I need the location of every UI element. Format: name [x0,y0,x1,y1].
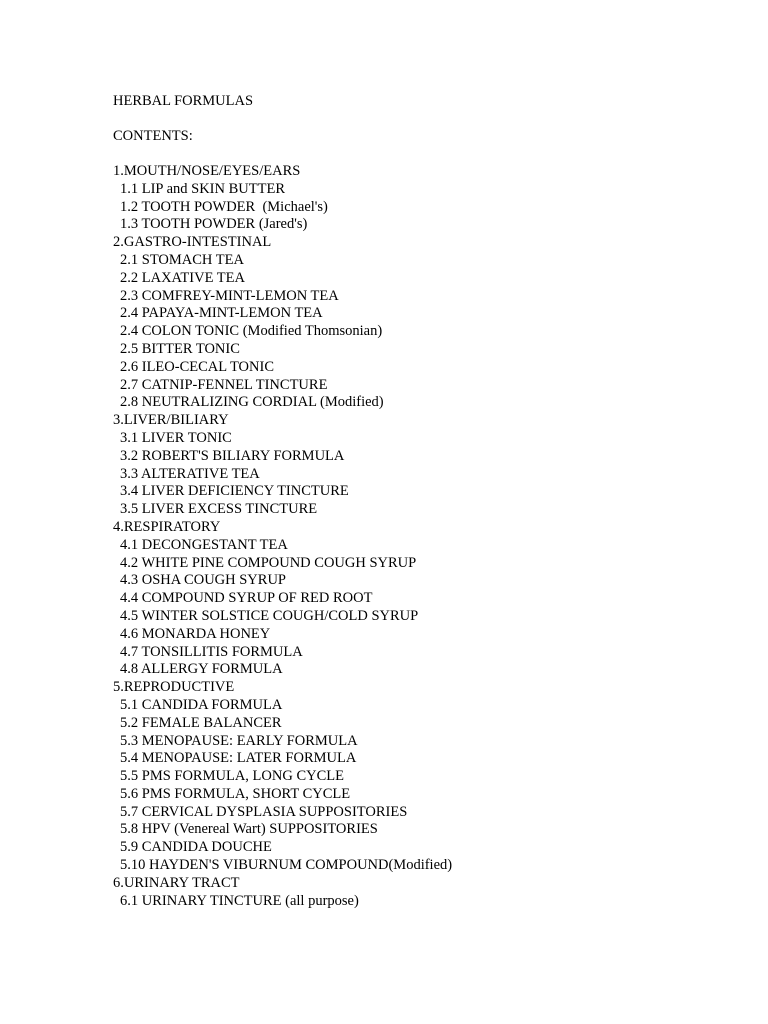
toc-entry: 2.2 LAXATIVE TEA [120,269,245,286]
toc-entry: 5.1 CANDIDA FORMULA [120,696,283,713]
toc-entry: 2.1 STOMACH TEA [120,251,244,268]
toc-entry: 2.7 CATNIP-FENNEL TINCTURE [120,376,328,393]
toc-entry: 5.3 MENOPAUSE: EARLY FORMULA [120,732,358,749]
toc-entry: 3.3 ALTERATIVE TEA [120,465,260,482]
toc-entry: 2.3 COMFREY-MINT-LEMON TEA [120,287,339,304]
toc-entry: 4.5 WINTER SOLSTICE COUGH/COLD SYRUP [120,607,419,624]
table-of-contents [113,163,452,910]
toc-entry: 5.8 HPV (Venereal Wart) SUPPOSITORIES [120,821,378,838]
toc-section: 2.GASTRO-INTESTINAL [113,234,272,251]
toc-entry: 6.1 URINARY TINCTURE (all purpose) [120,892,359,909]
toc-entry: 5.9 CANDIDA DOUCHE [120,839,272,856]
toc-entry: 5.2 FEMALE BALANCER [120,714,282,731]
toc-entry: 5.5 PMS FORMULA, LONG CYCLE [120,768,344,785]
toc-entry: 3.5 LIVER EXCESS TINCTURE [120,501,318,518]
toc-entry: 4.2 WHITE PINE COMPOUND COUGH SYRUP [120,554,417,571]
toc-entry: 4.1 DECONGESTANT TEA [120,536,288,553]
toc-entry: 4.3 OSHA COUGH SYRUP [120,572,286,589]
toc-entry: 3.2 ROBERT'S BILIARY FORMULA [120,447,345,464]
toc-entry: 3.1 LIVER TONIC [120,429,232,446]
toc-section: 6.URINARY TRACT [113,874,240,891]
toc-section: 3.LIVER/BILIARY [113,412,229,429]
toc-section: 1.MOUTH/NOSE/EYES/EARS [113,163,301,179]
toc-entry: 3.4 LIVER DEFICIENCY TINCTURE [120,483,349,500]
toc-entry: 5.10 HAYDEN'S VIBURNUM COMPOUND(Modified) [120,857,453,874]
toc-section: 5.REPRODUCTIVE [113,679,235,696]
toc-entry: 4.6 MONARDA HONEY [120,625,271,642]
toc-section: 4.RESPIRATORY [113,518,221,535]
toc-entry: 2.4 PAPAYA-MINT-LEMON TEA [120,305,323,322]
toc-entry: 4.4 COMPOUND SYRUP OF RED ROOT [120,590,373,607]
document-title: HERBAL FORMULAS [113,93,254,109]
toc-entry: 1.2 TOOTH POWDER (Michael's) [120,198,328,215]
toc-entry: 2.5 BITTER TONIC [120,340,240,357]
toc-entry: 2.8 NEUTRALIZING CORDIAL (Modified) [120,394,384,411]
toc-entry: 5.4 MENOPAUSE: LATER FORMULA [120,750,357,767]
toc-entry: 5.7 CERVICAL DYSPLASIA SUPPOSITORIES [120,803,408,820]
toc-entry: 1.1 LIP and SKIN BUTTER [120,180,285,197]
contents-heading: CONTENTS: [113,128,193,144]
toc-entry: 1.3 TOOTH POWDER (Jared's) [120,216,308,233]
toc-entry: 4.8 ALLERGY FORMULA [120,661,283,678]
toc-entry: 2.6 ILEO-CECAL TONIC [120,358,274,375]
toc-entry: 4.7 TONSILLITIS FORMULA [120,643,303,660]
toc-entry: 2.4 COLON TONIC (Modified Thomsonian) [120,323,383,340]
toc-entry: 5.6 PMS FORMULA, SHORT CYCLE [120,785,351,802]
